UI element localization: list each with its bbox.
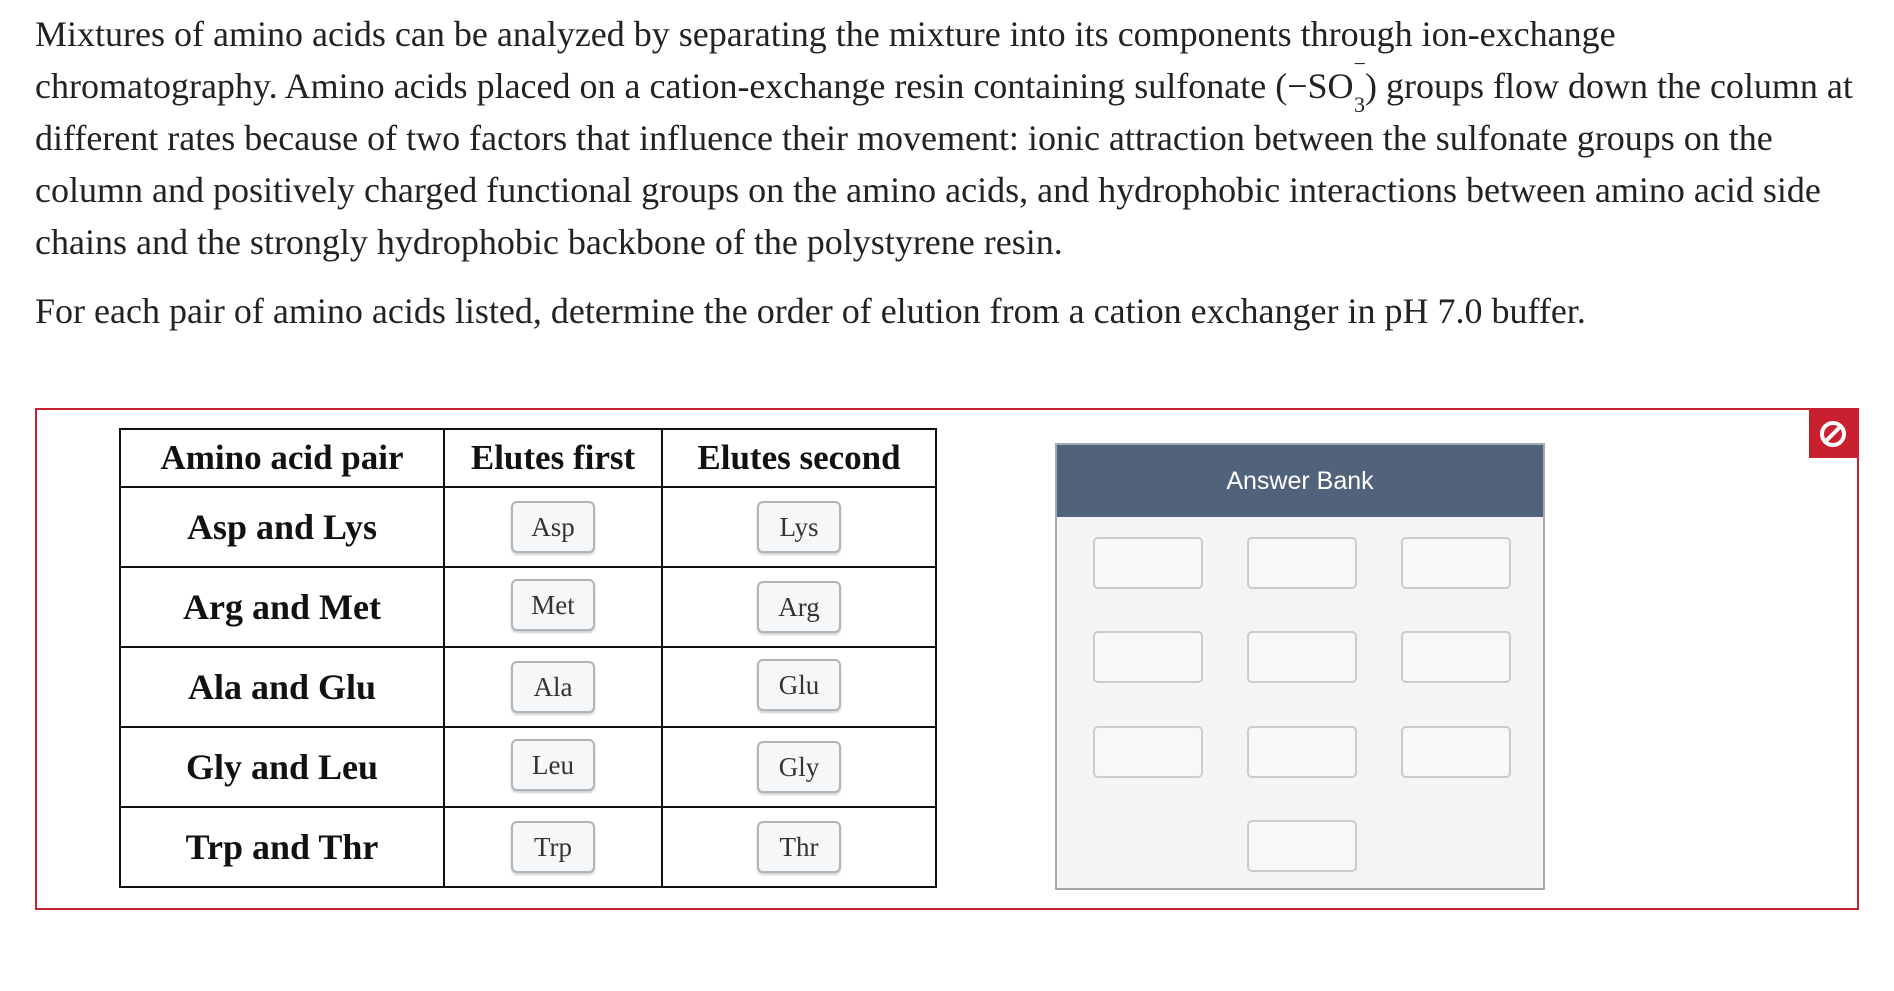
table-row [120,647,936,727]
answer-chip[interactable]: Lys [757,501,841,553]
answer-bank [1055,443,1545,890]
answer-chip[interactable]: Ala [511,661,595,713]
table-row [120,727,936,807]
answer-bank-slot[interactable] [1093,726,1203,778]
answer-chip[interactable]: Asp [511,501,595,553]
pair-label: Trp and Thr [120,807,444,887]
answer-bank-slot[interactable] [1247,631,1357,683]
answer-bank-slot[interactable] [1093,537,1203,589]
elution-table [119,428,937,888]
table-row [120,487,936,567]
header-elutes-first: Elutes first [444,429,662,487]
pair-label: Gly and Leu [120,727,444,807]
answer-bank-slot[interactable] [1401,537,1511,589]
drop-zone-first[interactable] [444,647,662,727]
answer-chip[interactable]: Gly [757,741,841,793]
answer-bank-slot[interactable] [1247,537,1357,589]
question-text-part2: ) groups flow down the column at different rates because of two factors that influence their movement: ionic attraction between the sulfonate groups on the column and positively charged functional groups on the amino acids, and hydrophobic interactions between amino acid side chains and the strongly hydrophobic backbone of the polystyrene resin. [35,66,1853,262]
answer-bank-title: Answer Bank [1057,445,1543,517]
question-text-part1: Mixtures of amino acids can be analyzed by separating the mixture into its components through ion-exchange chromatography. Amino acids placed on a cation-exchange resin containing sulfonate ( [35,14,1616,106]
drop-zone-first[interactable] [444,487,662,567]
sulfonate-subscript: 3 [1353,92,1365,118]
cancel-button[interactable] [1809,410,1857,458]
pair-label: Arg and Met [120,567,444,647]
answer-bank-slot[interactable] [1247,820,1357,872]
answer-chip[interactable]: Met [511,579,595,631]
answer-chip[interactable]: Thr [757,821,841,873]
sulfonate-formula [1287,51,1366,118]
answer-chip[interactable]: Arg [757,581,841,633]
header-elutes-second: Elutes second [662,429,936,487]
drop-zone-second[interactable] [662,647,936,727]
pair-label: Asp and Lys [120,487,444,567]
header-amino-acid-pair: Amino acid pair [120,429,444,487]
answer-bank-slot[interactable] [1401,726,1511,778]
answer-bank-slot[interactable] [1247,726,1357,778]
drag-drop-interaction [35,408,1859,910]
drop-zone-first[interactable] [444,567,662,647]
table-row [120,567,936,647]
answer-bank-slot[interactable] [1093,631,1203,683]
drop-zone-second[interactable] [662,567,936,647]
sulfonate-charge: − [1353,51,1366,76]
instruction-paragraph: For each pair of amino acids listed, determine the order of elution from a cation exchanger in pH 7.0 buffer. [35,291,1586,331]
question-paragraph [35,8,1865,268]
cancel-icon [1818,419,1848,449]
answer-bank-slot[interactable] [1401,631,1511,683]
sulfonate-base: −SO [1287,66,1354,106]
drop-zone-second[interactable] [662,727,936,807]
answer-chip[interactable]: Trp [511,821,595,873]
answer-chip[interactable]: Glu [757,659,841,711]
answer-chip[interactable]: Leu [511,739,595,791]
drop-zone-first[interactable] [444,807,662,887]
drop-zone-first[interactable] [444,727,662,807]
drop-zone-second[interactable] [662,487,936,567]
pair-label: Ala and Glu [120,647,444,727]
table-row [120,807,936,887]
drop-zone-second[interactable] [662,807,936,887]
table-header-row [120,429,936,487]
